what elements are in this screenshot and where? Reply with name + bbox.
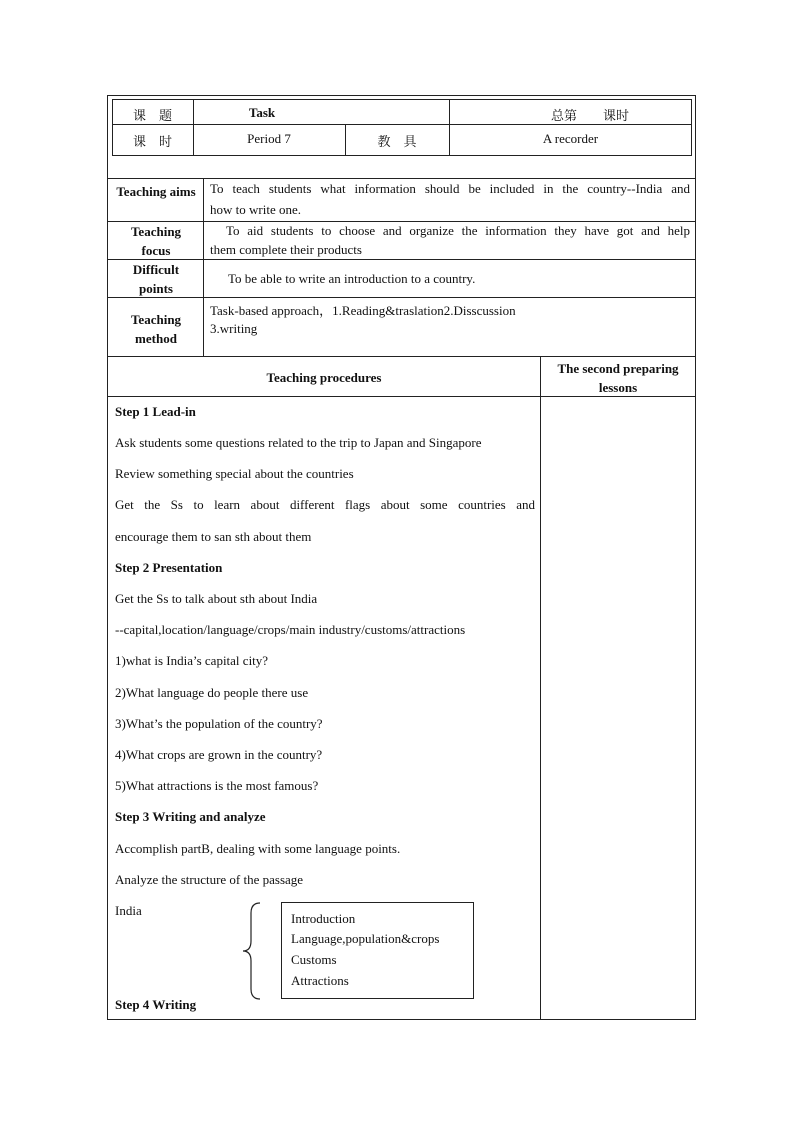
brace-icon	[240, 901, 264, 1001]
method-line-2: 3.writing	[210, 321, 258, 336]
step3-line-2: Analyze the structure of the passage	[115, 872, 304, 887]
step1-line-3: Get the Ss to learn about different flags about some countries and	[115, 497, 535, 512]
tools-label: 教 具	[377, 134, 417, 149]
method-label: Teaching method	[130, 312, 182, 346]
question-2: 2)What language do people there use	[115, 685, 309, 700]
period-label: 课 时	[132, 134, 172, 149]
topic-label: 课 题	[132, 108, 172, 123]
aims-line-2: how to write one.	[210, 202, 301, 217]
focus-label: Teaching focus	[130, 224, 182, 258]
difficult-label: Difficult points	[132, 262, 180, 296]
question-4: 4)What crops are grown in the country?	[115, 747, 323, 762]
focus-line-2: them complete their products	[210, 242, 362, 257]
topic-value: Task	[248, 105, 276, 120]
procedures-heading: Teaching procedures	[266, 370, 382, 385]
structure-item-4: Attractions	[291, 973, 349, 988]
step3-title: Step 3 Writing and analyze	[115, 809, 266, 824]
period-value: Period 7	[247, 131, 291, 146]
structure-item-2: Language,population&crops	[291, 931, 440, 946]
difficult-text: To be able to write an introduction to a country.	[228, 271, 476, 286]
second-preparing-heading: The second preparing lessons	[557, 361, 679, 395]
tools-value: A recorder	[542, 131, 599, 146]
step1-line-1: Ask students some questions related to the trip to Japan and Singapore	[115, 435, 482, 450]
aims-label: Teaching aims	[116, 184, 196, 199]
step3-line-1: Accomplish partB, dealing with some language points.	[115, 841, 401, 856]
aims-line-1: To teach students what information should be included in the country--India and	[210, 181, 690, 196]
step2-title: Step 2 Presentation	[115, 560, 223, 575]
structure-item-1: Introduction	[291, 911, 356, 926]
step1-line-2: Review something special about the countries	[115, 466, 354, 481]
step1-title: Step 1 Lead-in	[115, 404, 196, 419]
question-1: 1)what is India’s capital city?	[115, 653, 269, 668]
step2-line-2: --capital,location/language/crops/main industry/customs/attractions	[115, 622, 466, 637]
question-3: 3)What’s the population of the country?	[115, 716, 323, 731]
step1-line-4: encourage them to san sth about them	[115, 529, 312, 544]
structure-item-3: Customs	[291, 952, 337, 967]
question-5: 5)What attractions is the most famous?	[115, 778, 319, 793]
method-line-1: Task-based approach，1.Reading&traslation2.Disscussion	[210, 303, 516, 318]
focus-line-1: To aid students to choose and organize the information they have got and help	[226, 223, 690, 238]
step4-title: Step 4 Writing	[115, 997, 197, 1012]
step2-line-1: Get the Ss to talk about sth about India	[115, 591, 318, 606]
total-lessons-label: 总第 课时	[550, 108, 629, 123]
diagram-root: India	[115, 903, 142, 918]
